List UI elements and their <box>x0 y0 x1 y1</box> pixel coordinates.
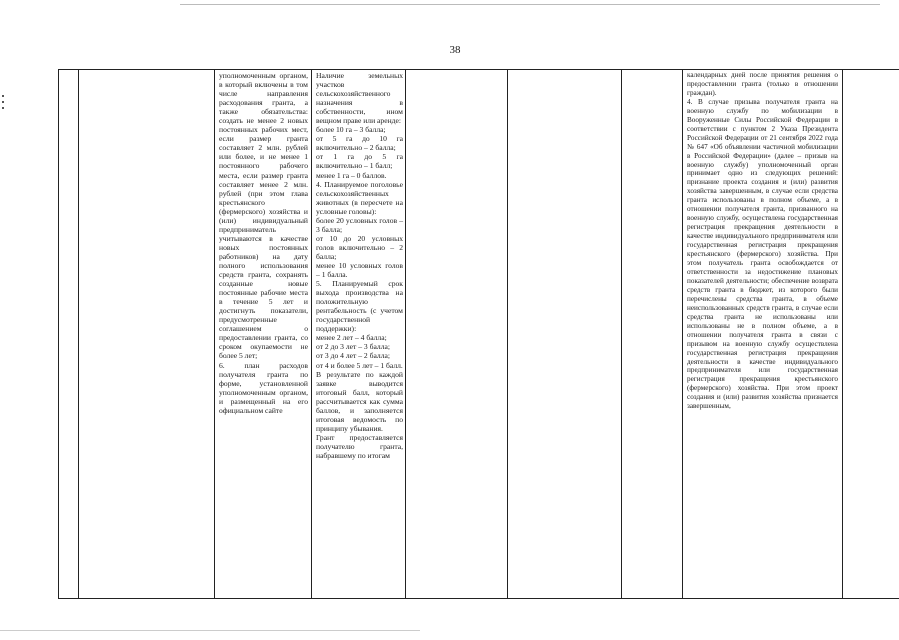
table-cell-col4 <box>312 70 406 599</box>
table-cell-col1 <box>59 70 79 599</box>
table-cell-col3 <box>215 70 312 599</box>
table-cell-col5 <box>406 70 508 599</box>
table-cell-col6 <box>508 70 622 599</box>
regulation-table <box>58 69 899 599</box>
table-cell-col9 <box>843 70 899 599</box>
page-number: 38 <box>449 44 461 56</box>
table-row <box>59 70 899 599</box>
cell-text-grant-obligations: уполномоченным органом, в который включены в том числе направления расходования гранта, а также обязательства: создать не менее 2 новых постоянных рабочих мест, если размер гранта составляет 2 млн. рублей или более, и не менее 1 постоянного рабочего места, если размер гранта составляет менее 2 млн. рублей (при этом глава крестьянского (фермерского) хозяйства и (или) индивидуальный предприниматель учитываются в качестве новых постоянных работников) на дату полного использования средств гранта, сохранять созданные новые постоянные рабочие места в течение 5 лет и достигнуть показатели, предусмотренные соглашением о предоставлении гранта, со сроком окупаемости не более 5 лет; 6. план расходов получателя гранта по форме, установленной уполномоченным органом, и размещенный на его официальном сайте <box>219 71 308 415</box>
scan-marks <box>2 95 5 111</box>
table-cell-col2 <box>79 70 215 599</box>
scan-edge-bottom <box>0 630 420 631</box>
table-cell-col7 <box>622 70 683 599</box>
cell-text-mobilization-rules: календарных дней после принятия решения о предоставлении гранта (только в отношении граждан). 4. В случае призыва получателя гранта на военную службу по мобилизации в Вооруженные Силы Российской Федерации в соответствии с пунктом 2 Указа Президента Российской Федерации от 21 сентября 2022 года № 647 «Об объявлении частичной мобилизации в Российской Федерации» (далее – призыв на военную службу) уполномоченный орган принимает одно из следующих решений: признание проекта создания и (или) развития хозяйства завершенным, в случае если средства гранта использованы в полном объеме, а в отношении получателя гранта, призванного на военную службу, осуществлена государственная регистрация прекращения деятельности в качестве индивидуального предпринимателя или государственная регистрация прекращения крестьянского (фермерского) хозяйства. При этом получатель гранта освобождается от ответственности за недостижение плановых показателей деятельности; обеспечение возврата средств гранта в бюджет, из которого были перечислены средства гранта, в объеме неиспользованных средств гранта, в случае если средства гранта не использованы или использованы не в полном объеме, а в отношении получателя гранта в связи с призывом на военную службу осуществлена государственная регистрация прекращения деятельности в качестве индивидуального предпринимателя или государственная регистрация прекращения крестьянского (фермерского) хозяйства. При этом проект создания и (или) развития хозяйства признается завершенным, <box>687 71 838 411</box>
cell-text-scoring-criteria: Наличие земельных участков сельскохозяйственного назначения в собственности, ином вещном праве или аренде: более 10 га – 3 балла; от 5 га до 10 га включительно – 2 балла; от 1 га до 5 га включительно – 1 балл; менее 1 га – 0 баллов. 4. Планируемое поголовье сельскохозяйственных животных (в пересчете на условные головы): более 20 условных голов – 3 балла; от 10 до 20 условных голов включительно – 2 балла; менее 10 условных голов – 1 балла. 5. Планируемый срок выхода производства на положительную рентабельность (с учетом государственной поддержки): менее 2 лет – 4 балла; от 2 до 3 лет – 3 балла; от 3 до 4 лет – 2 балла; от 4 и более 5 лет – 1 балл. В результате по каждой заявке выводится итоговый балл, который рассчитывается как сумма баллов, и заполняется итоговая ведомость по принципу убывания. Грант предоставляется получателю гранта, набравшему по итогам <box>316 71 403 460</box>
scan-edge-top <box>180 4 880 5</box>
table-cell-col8 <box>683 70 843 599</box>
